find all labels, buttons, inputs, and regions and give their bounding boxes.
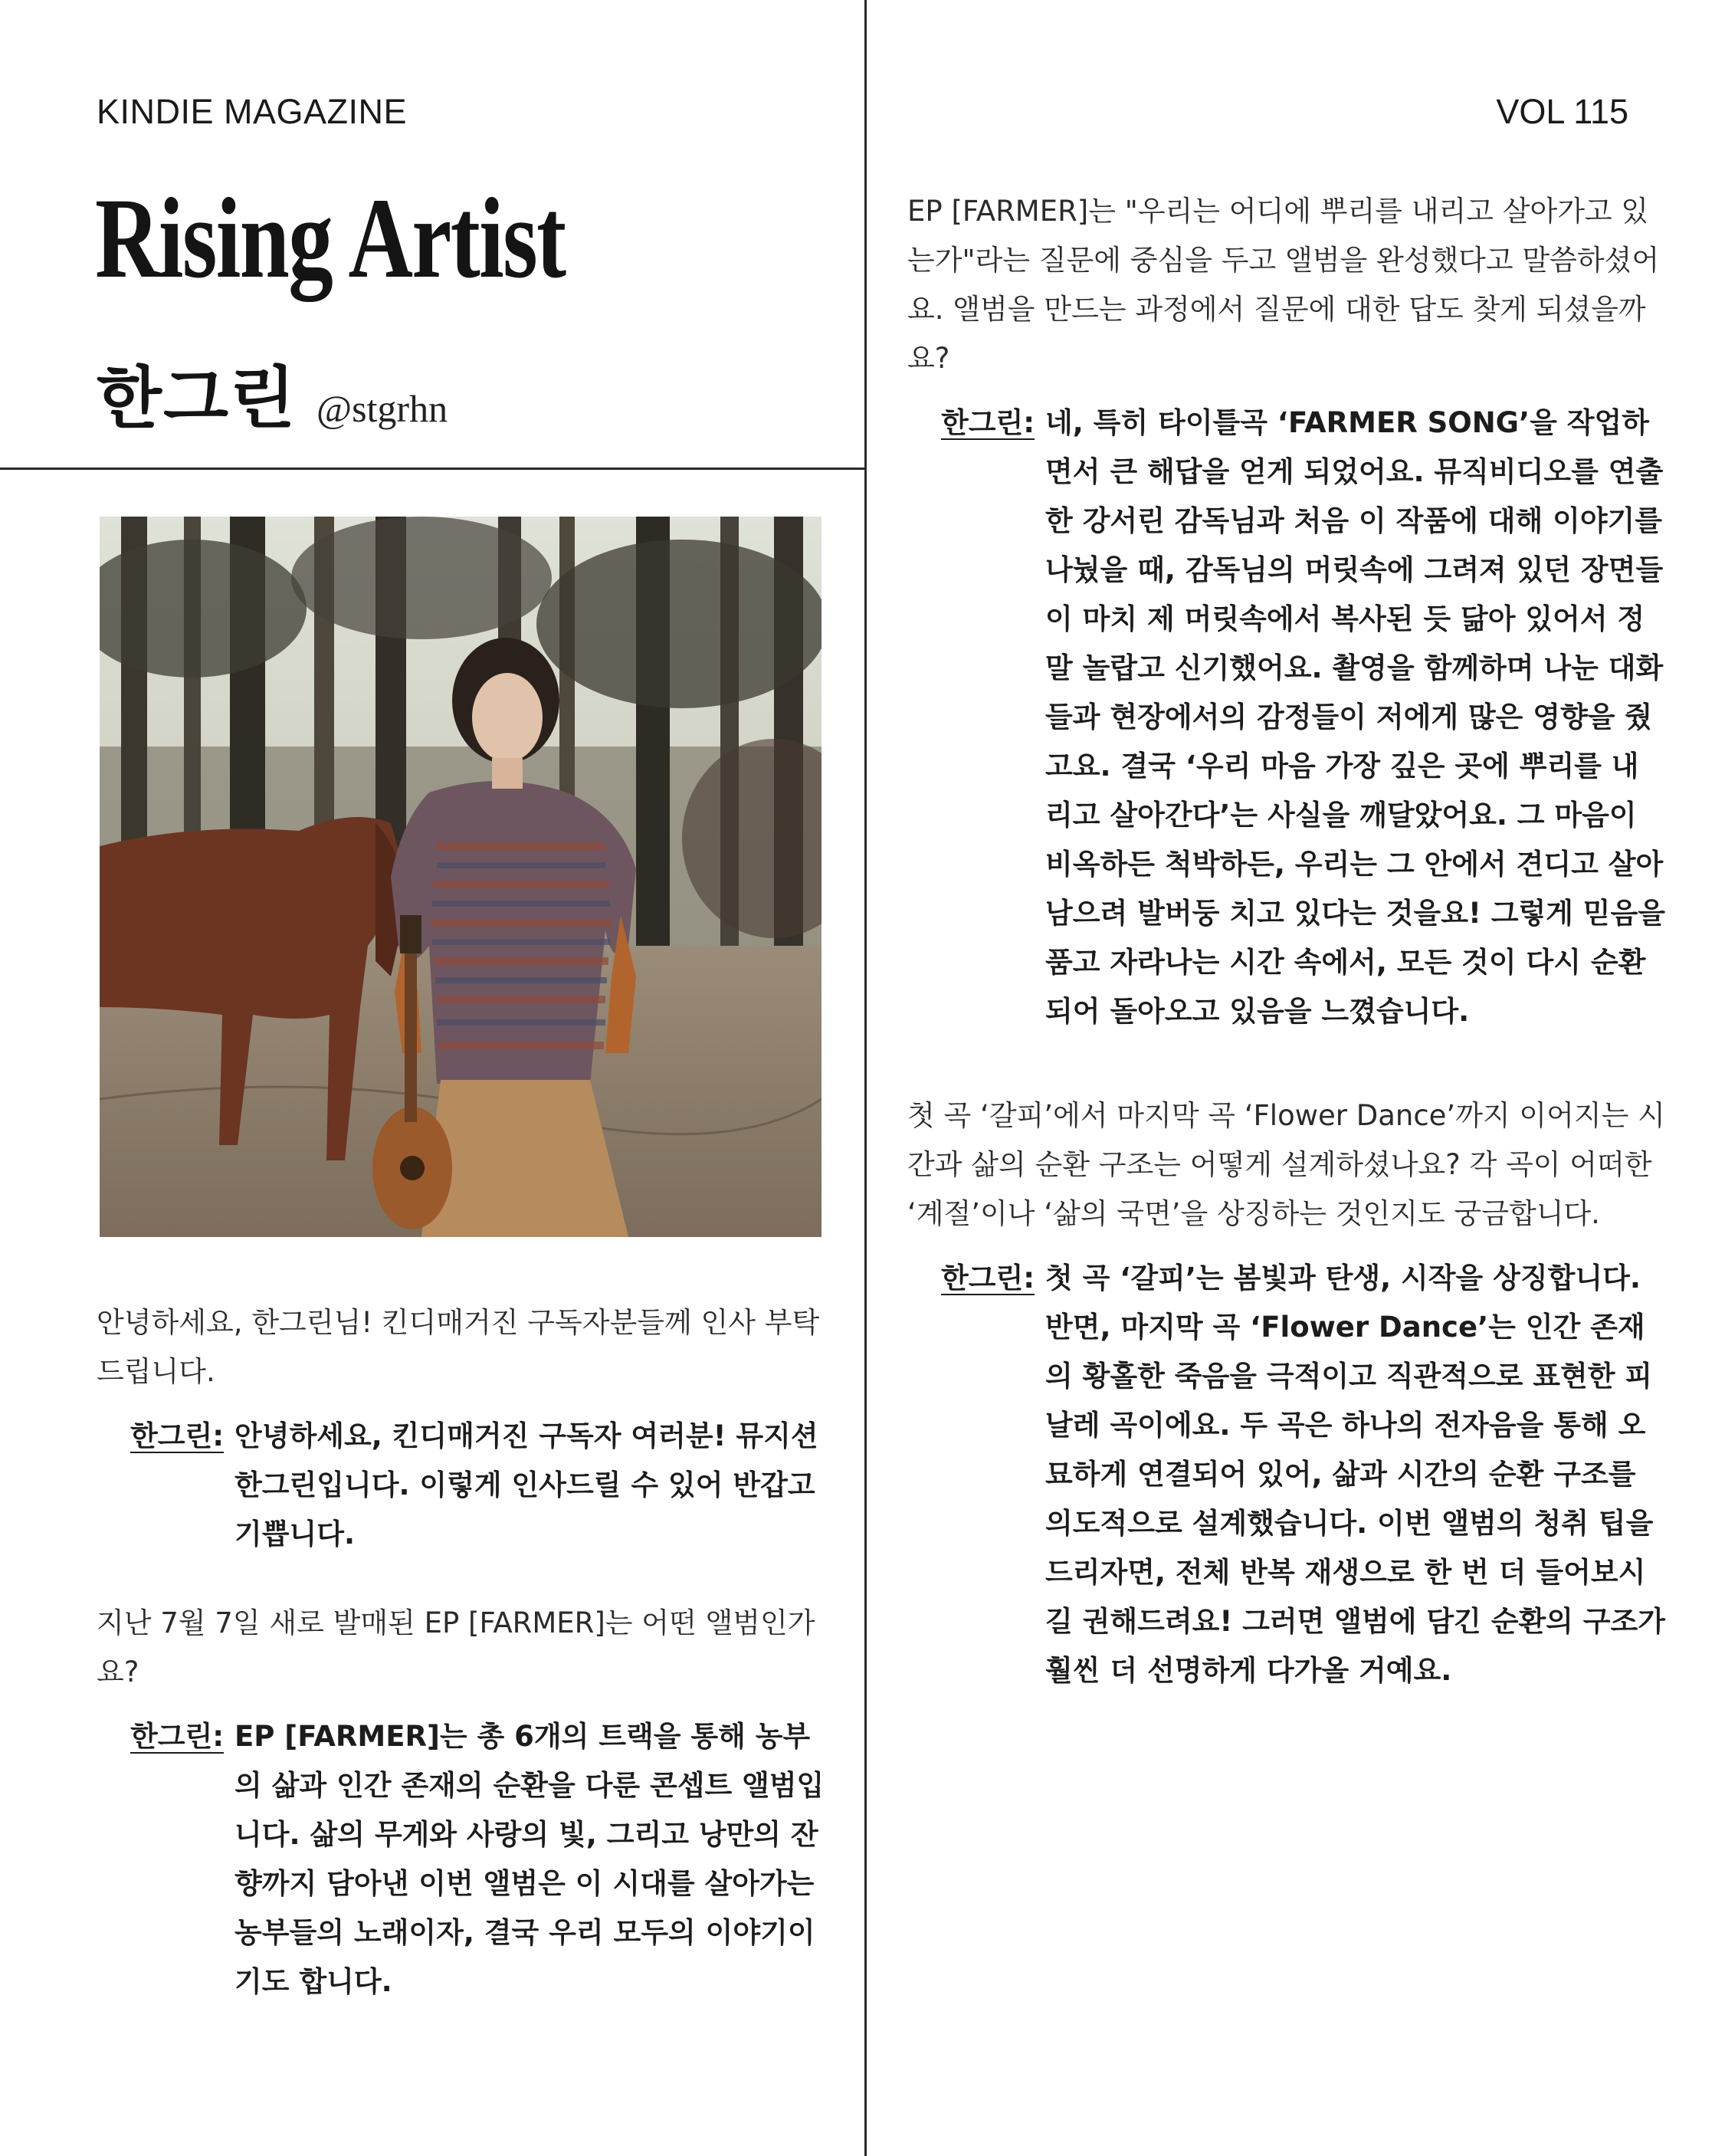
answer-text: 안녕하세요, 킨디매거진 구독자 여러분! 뮤지션 한그린입니다. 이렇게 인사드릴 수 있어 반갑고 기쁩니다. bbox=[234, 1419, 818, 1551]
speaker-label: 한그린: bbox=[130, 1720, 225, 1753]
speaker-label: 한그린: bbox=[130, 1419, 225, 1452]
artist-photo bbox=[100, 517, 822, 1237]
speaker-label: 한그린: bbox=[941, 1262, 1035, 1295]
interview-left-column bbox=[97, 1298, 832, 2007]
magazine-name: KINDIE MAGAZINE bbox=[97, 92, 408, 131]
artist-handle: @stgrhn bbox=[316, 387, 448, 430]
section-title: Rising Artist bbox=[95, 175, 566, 302]
answer-text: EP [FARMER]는 총 6개의 트랙을 통해 농부의 삶과 인간 존재의 순환을 다룬 콘셉트 앨범입니다. 삶의 무게와 사랑의 빛, 그리고 낭만의 잔향까지 담아낸 이번 앨범은 이 시대를 살아가는 농부들의 노래이자, 결국 우리 모두의 이야기이기도 합니다. bbox=[234, 1720, 825, 1998]
question: EP [FARMER]는 "우리는 어디에 뿌리를 내리고 살아가고 있는가"라는 질문에 중심을 두고 앨범을 완성했다고 말씀하셨어요. 앨범을 만드는 과정에서 질문에 대한 답도 찾게 되셨을까요? bbox=[907, 195, 1660, 375]
answer bbox=[130, 1412, 832, 1559]
interview-right-column bbox=[907, 187, 1666, 1695]
artist-byline bbox=[97, 345, 448, 441]
answer bbox=[130, 1712, 832, 2007]
artist-name: 한그린 bbox=[97, 359, 297, 438]
column-divider bbox=[864, 0, 867, 2156]
answer-text: 첫 곡 ‘갈피’는 봄빛과 탄생, 시작을 상징합니다. 반면, 마지막 곡 ‘Flower Dance’는 인간 존재의 황홀한 죽음을 극적이고 직관적으로 표현한 피날레 곡이에요. 두 곡은 하나의 전자음을 통해 오묘하게 연결되어 있어, 삶과 시간의 순환 구조를 의도적으로 설계했습니다. 이번 앨범의 청취 팁을 드리자면, 전체 반복 재생으로 한 번 더 들어보시길 권해드려요! 그러면 앨범에 담긴 순환의 구조가 훨씬 더 선명하게 다가올 거예요. bbox=[1045, 1262, 1666, 1687]
question: 지난 7월 7일 새로 발매된 EP [FARMER]는 어떤 앨범인가요? bbox=[97, 1606, 815, 1688]
question: 첫 곡 ‘갈피’에서 마지막 곡 ‘Flower Dance’까지 이어지는 시간과 삶의 순환 구조는 어떻게 설계하셨나요? 각 곡이 어떠한 ‘계절’이나 ‘삶의 국면’을 상징하는 것인지도 궁금합니다. bbox=[907, 1099, 1665, 1230]
header-divider bbox=[0, 468, 866, 470]
volume-number: VOL 115 bbox=[1496, 92, 1628, 131]
answer bbox=[941, 1254, 1666, 1695]
question: 안녕하세요, 한그린님! 킨디매거진 구독자분들께 인사 부탁드립니다. bbox=[97, 1306, 820, 1388]
speaker-label: 한그린: bbox=[941, 406, 1035, 439]
answer-text: 네, 특히 타이틀곡 ‘FARMER SONG’을 작업하면서 큰 해답을 얻게 되었어요. 뮤직비디오를 연출한 강서린 감독님과 처음 이 작품에 대해 이야기를 나눴을 때, 감독님의 머릿속에 그려져 있던 장면들이 마치 제 머릿속에서 복사된 듯 닮아 있어서 정말 놀랍고 신기했어요. 촬영을 함께하며 나눈 대화들과 현장에서의 감정들이 저에게 많은 영향을 줬고요. 결국 ‘우리 마음 가장 깊은 곳에 뿌리를 내리고 살아간다’는 사실을 깨달았어요. 그 마음이 비옥하든 척박하든, 우리는 그 안에서 견디고 살아남으려 발버둥 치고 있다는 것을요! 그렇게 믿음을 품고 자라나는 시간 속에서, 모든 것이 다시 순환되어 돌아오고 있음을 느꼈습니다. bbox=[1045, 406, 1666, 1028]
answer bbox=[941, 399, 1666, 1036]
